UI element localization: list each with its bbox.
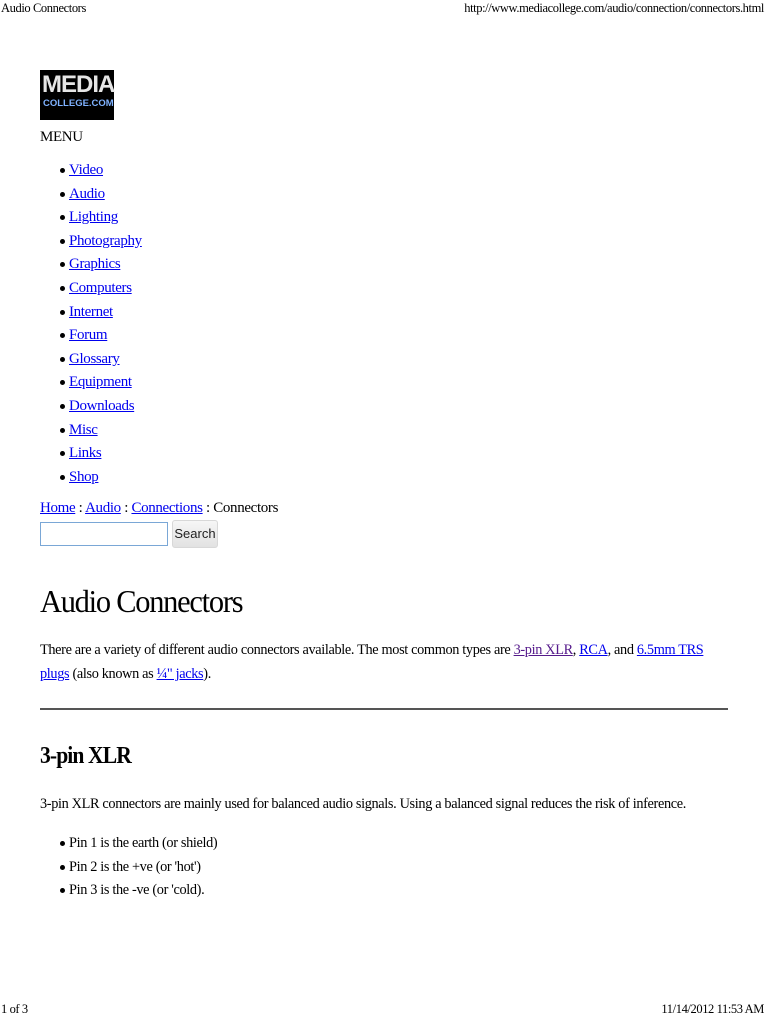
bullet-icon [60,357,65,362]
nav-item-photography [40,231,728,255]
nav-item-equipment [40,372,728,396]
intro-text: (also known as [69,666,157,683]
search-button[interactable]: Search [172,520,218,548]
bullet-icon [60,168,65,173]
bullet-icon [60,380,65,385]
nav-item-graphics [40,254,728,278]
section-paragraph: 3-pin XLR connectors are mainly used for balanced audio signals. Using a balanced signal reduces the risk of inference. [40,796,686,813]
link-trs-plugs[interactable]: 6.5mm TRS plugs [40,642,704,683]
link-rca[interactable]: RCA [579,642,608,659]
nav-link-glossary[interactable]: Glossary [69,350,120,367]
nav-item-internet [40,302,728,326]
bullet-icon [60,239,65,244]
intro-text: ). [203,666,211,683]
pin-list [40,833,728,904]
bullet-icon [60,333,65,338]
section-divider [40,708,728,710]
bullet-icon [60,865,65,870]
breadcrumb-separator: : [120,500,132,517]
bullet-icon [60,286,65,291]
nav-item-links [40,443,728,467]
breadcrumb-connections[interactable]: Connections [131,500,203,517]
nav-link-photography[interactable]: Photography [69,232,142,249]
nav-item-computers [40,278,728,302]
bullet-icon [60,262,65,267]
pin-text: Pin 3 is the -ve (or 'cold). [69,882,205,899]
print-footer [0,1002,764,1018]
nav-item-misc [40,420,728,444]
breadcrumb-audio[interactable]: Audio [85,500,121,517]
bullet-icon [60,475,65,480]
nav-item-downloads [40,396,728,420]
logo-text-media: MEDIA [42,71,115,98]
list-item [40,833,728,857]
bullet-icon [60,841,65,846]
breadcrumb-home[interactable]: Home [40,500,76,517]
search-form [40,519,728,549]
bullet-icon [60,404,65,409]
main-nav [40,160,728,490]
nav-link-video[interactable]: Video [69,162,104,178]
nav-link-downloads[interactable]: Downloads [69,397,135,414]
nav-item-video [40,160,728,184]
nav-link-shop[interactable]: Shop [69,468,99,485]
nav-link-equipment[interactable]: Equipment [69,374,132,391]
breadcrumb-current: Connectors [213,500,279,517]
bullet-icon [60,215,65,220]
pin-text: Pin 1 is the earth (or shield) [69,835,218,852]
site-logo[interactable] [40,70,114,120]
bullet-icon [60,428,65,433]
search-input[interactable] [40,522,168,546]
page-content [40,70,728,904]
bullet-icon [60,192,65,197]
nav-link-misc[interactable]: Misc [69,421,98,438]
section-heading-3pin-xlr: 3-pin XLR [40,743,131,770]
link-3pin-xlr[interactable]: 3-pin XLR [513,642,573,659]
intro-paragraph [40,638,728,686]
list-item [40,857,728,881]
print-header-title: Audio Connectors [1,1,86,15]
nav-link-computers[interactable]: Computers [69,279,132,296]
breadcrumb-separator: : [75,500,86,517]
nav-link-links[interactable]: Links [69,445,102,462]
list-item [40,880,728,904]
nav-link-audio[interactable]: Audio [69,185,105,202]
bullet-icon [60,888,65,893]
nav-item-lighting [40,207,728,231]
nav-link-forum[interactable]: Forum [69,327,108,344]
bullet-icon [60,310,65,315]
nav-link-internet[interactable]: Internet [69,303,113,320]
page-number: 1 of 3 [1,1002,28,1016]
breadcrumb [40,499,728,517]
print-header-url: http://www.mediacollege.com/audio/connection/connectors.html [464,1,764,15]
logo-text-college: COLLEGE.COM [43,98,114,109]
intro-text: , [572,642,580,659]
nav-link-lighting[interactable]: Lighting [69,209,118,226]
link-quarter-inch-jacks[interactable]: ¼" jacks [156,666,204,683]
page-title: Audio Connectors [40,583,243,620]
nav-item-glossary [40,349,728,373]
nav-link-graphics[interactable]: Graphics [69,256,121,273]
nav-item-forum [40,325,728,349]
print-datetime: 11/14/2012 11:53 AM [661,1002,764,1016]
pin-text: Pin 2 is the +ve (or 'hot') [69,858,201,875]
nav-item-shop [40,467,728,491]
breadcrumb-separator: : [202,500,214,517]
intro-text: There are a variety of different audio connectors available. The most common types are [40,642,514,659]
menu-label: MENU [40,129,83,145]
bullet-icon [60,451,65,456]
nav-item-audio [40,184,728,208]
intro-text: , and [607,642,637,659]
print-header [0,1,764,17]
